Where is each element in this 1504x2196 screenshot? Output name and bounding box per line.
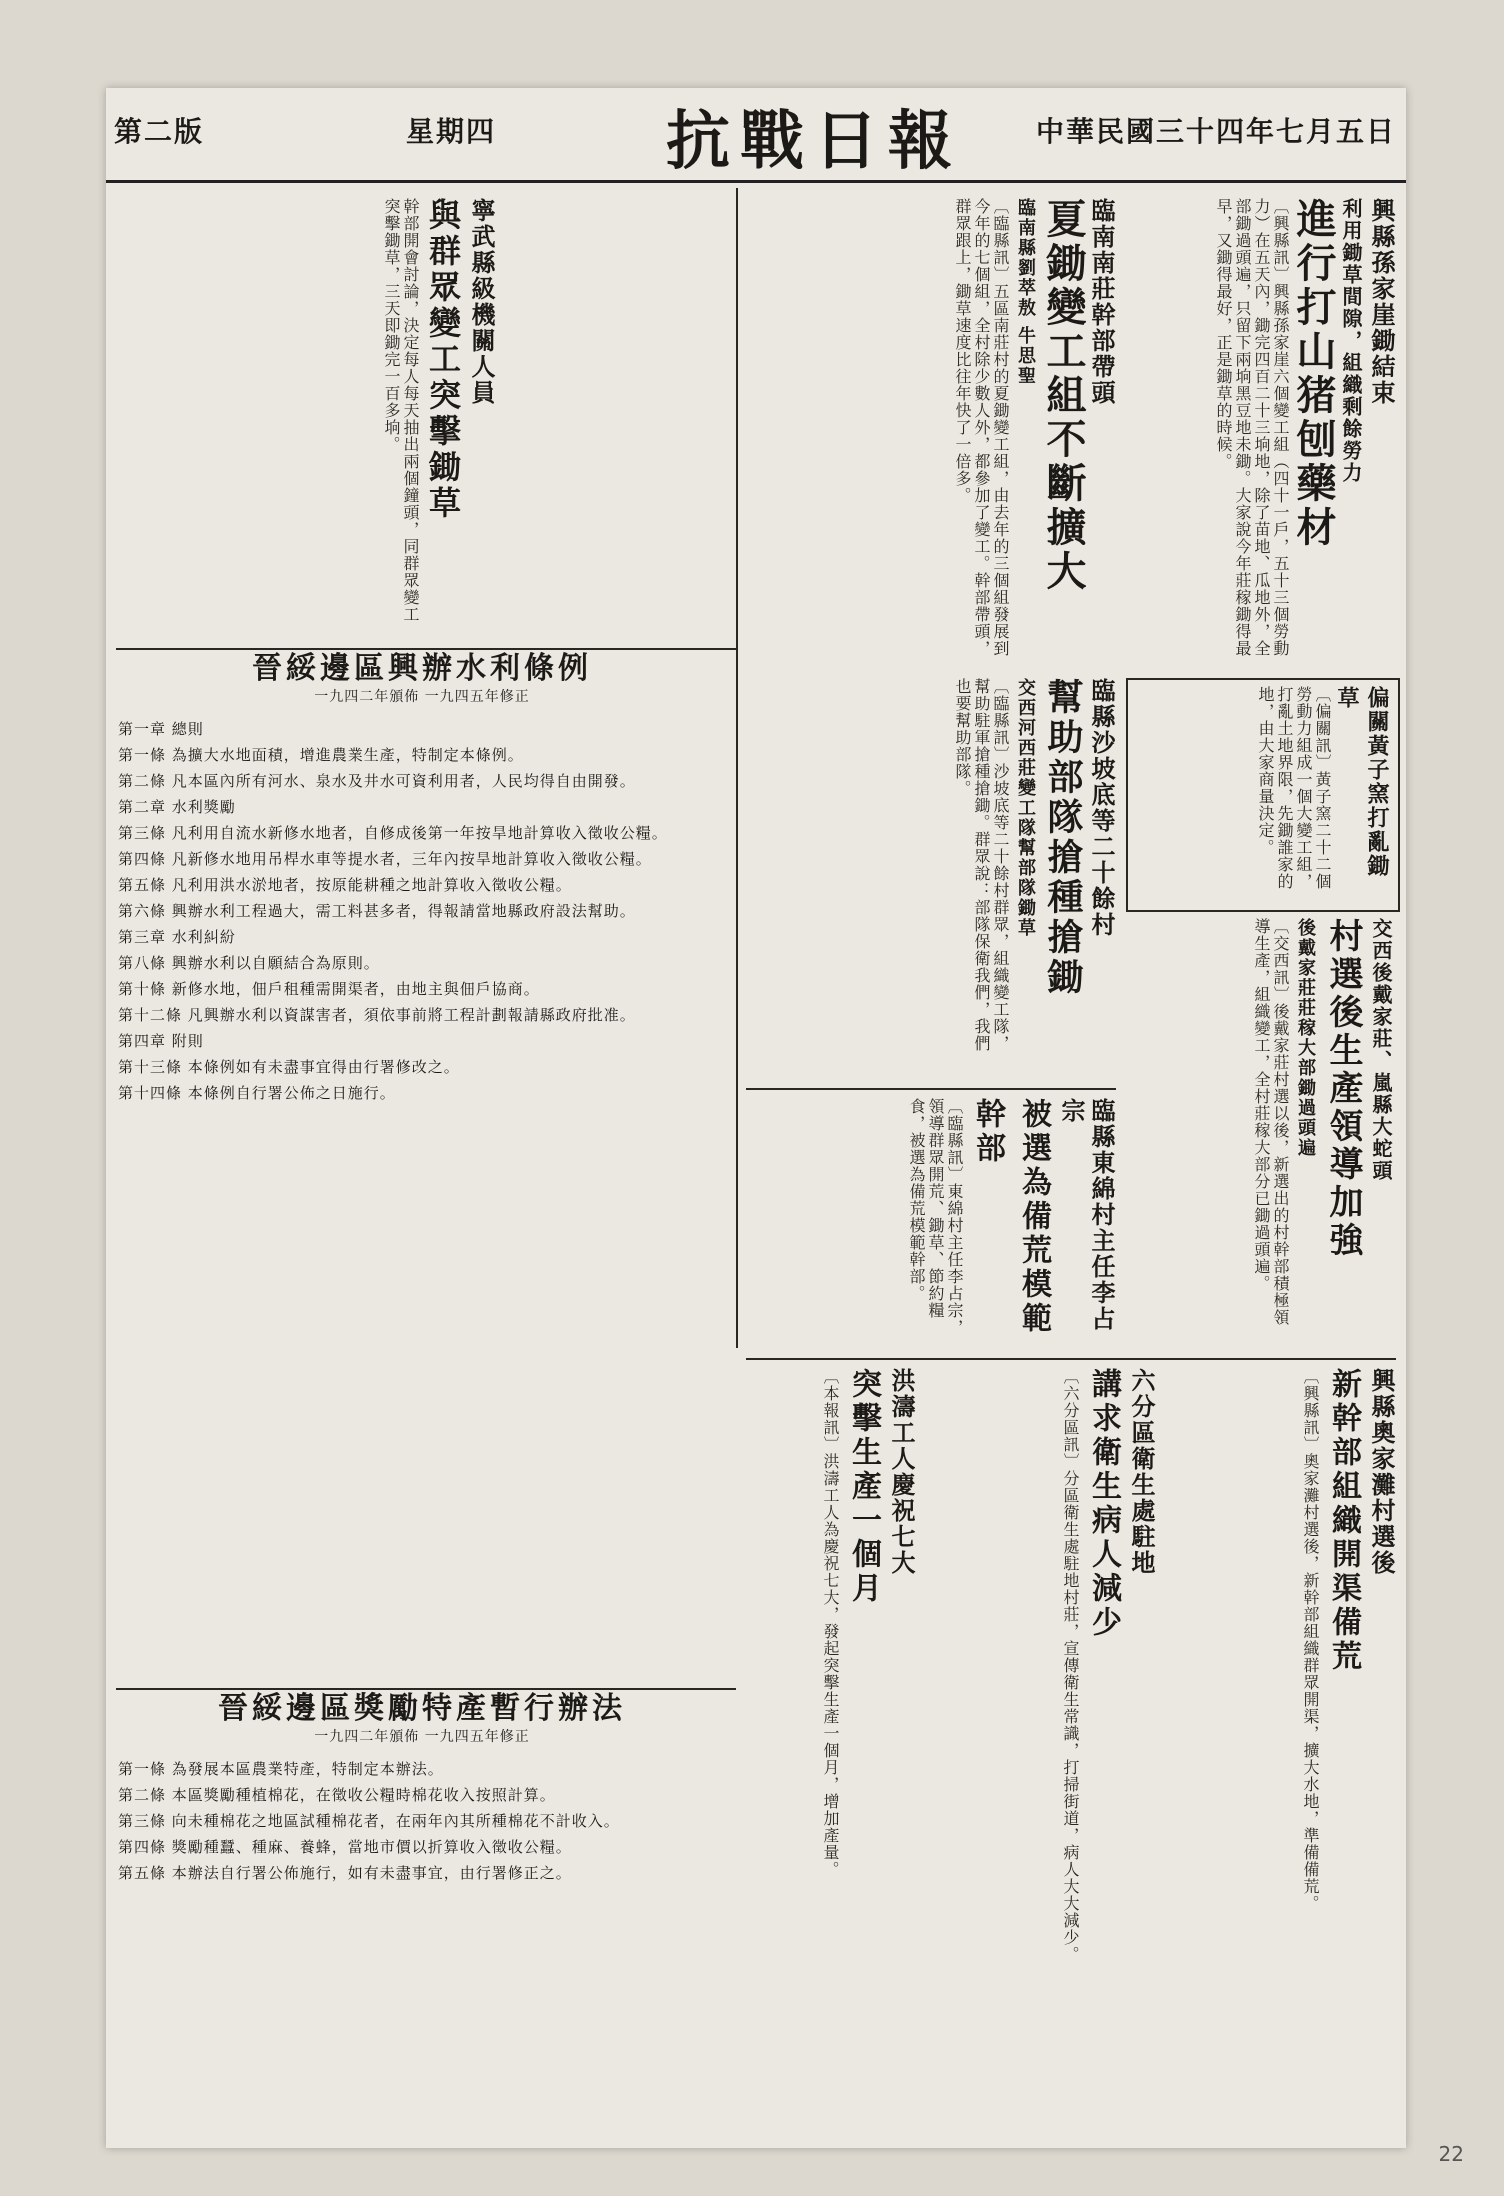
article-body: 〔臨縣訊〕五區南莊村的夏鋤變工組，由去年的三個組發展到今年的七個組，全村除少數人外，都參加了變工。幹部帶頭，群眾跟上，鋤草速度比往年快了一倍多。 xyxy=(953,198,1010,657)
article-headline: 偏關黃子窯打亂鋤草 xyxy=(1334,686,1390,878)
article-body: 〔臨縣訊〕東綿村主任李占宗，領導群眾開荒、鋤草、節約糧食，被選為備荒模範幹部。 xyxy=(907,1098,964,1336)
divider xyxy=(746,1358,1396,1360)
article-body: 〔興縣訊〕興縣孫家崖六個變工組（四十一戶，五十三個勞動力）在五天內，鋤完四百二十三垧地，除了苗地、瓜地外，全部鋤過頭遍，只留下兩垧黑豆地未鋤。大家說今年莊稼鋤得最早，又鋤得最好，正是鋤草的時候。 xyxy=(1214,198,1290,657)
regulation-paragraph: 第二條 本區獎勵種植棉花，在徵收公糧時棉花收入按照計算。 xyxy=(118,1786,556,1804)
article-subhead: 寧武縣級機關人員 xyxy=(467,198,496,406)
divider xyxy=(736,188,738,1348)
article-kicker: 交西河西莊變工隊幫部隊鋤草 xyxy=(1015,678,1036,938)
regulation-paragraph: 第八條 興辦水利以自願結合為原則。 xyxy=(118,954,380,972)
regulation-paragraph: 第十二條 凡興辦水利以資謀害者，須依事前將工程計劃報請縣政府批准。 xyxy=(118,1006,636,1024)
regulation-paragraph: 第一章 總則 xyxy=(118,720,204,738)
regulation-date: 一九四二年頒佈 一九四五年修正 xyxy=(314,689,530,705)
article-subhead: 臨縣東綿村主任李占宗 xyxy=(1057,1098,1116,1332)
regulation-date: 一九四二年頒佈 一九四五年修正 xyxy=(314,1729,530,1745)
article-headline: 講求衛生病人減少 xyxy=(1086,1368,1121,1640)
masthead xyxy=(106,88,1406,183)
divider xyxy=(116,1688,736,1690)
article-workers xyxy=(746,1368,916,2068)
regulation-paragraph: 第十三條 本條例如有未盡事宜得由行署修改之。 xyxy=(118,1058,460,1076)
regulation-paragraph: 第五條 凡利用洪水淤地者，按原能耕種之地計算收入徵收公糧。 xyxy=(118,876,572,894)
masthead-date: 中華民國三十四年七月五日 xyxy=(1035,115,1396,148)
article-top-left xyxy=(116,198,496,638)
regulation-paragraph: 第十四條 本條例自行署公佈之日施行。 xyxy=(118,1084,396,1102)
regulation-paragraph: 第四條 獎勵種蠶、種麻、養蜂，當地市價以折算收入徵收公糧。 xyxy=(118,1838,572,1856)
article-body: 幹部開會討論，決定每人每天抽出兩個鐘頭，同群眾變工突擊鋤草，三天即鋤完一百多垧。 xyxy=(382,198,420,623)
article-middle-center xyxy=(746,678,1116,1078)
scan-page-number: 22 xyxy=(1438,2142,1464,2166)
regulation-paragraph: 第一條 為擴大水地面積，增進農業生產，特制定本條例。 xyxy=(118,746,524,764)
article-body: 〔六分區訊〕分區衛生處駐地村莊，宣傳衛生常識，打掃街道，病人大大減少。 xyxy=(1061,1368,1080,1963)
article-headline: 與群眾變工突擊鋤草 xyxy=(424,198,462,522)
regulation-paragraph: 第五條 本辦法自行署公佈施行，如有未盡事宜，由行署修正之。 xyxy=(118,1864,572,1882)
regulation-paragraph: 第一條 為發展本區農業特產，特制定本辦法。 xyxy=(118,1760,444,1778)
regulation-paragraph: 第四條 凡新修水地用吊桿水車等提水者，三年內按旱地計算收入徵收公糧。 xyxy=(118,850,652,868)
regulation-water xyxy=(118,651,726,1758)
article-right-middle xyxy=(1126,918,1396,1338)
masthead-weekday: 星期四 xyxy=(406,115,497,148)
article-headline: 進行打山猪刨藥材 xyxy=(1290,198,1337,550)
article-headline: 被選為備荒模範幹部 xyxy=(970,1098,1051,1336)
regulation-paragraph: 第二條 凡本區內所有河水、泉水及井水可資利用者，人民均得自由開發。 xyxy=(118,772,636,790)
article-subhead: 六分區衛生處駐地 xyxy=(1127,1368,1156,1576)
article-body: 〔交西訊〕後戴家莊村選以後，新選出的村幹部積極領導生產，組織變工，全村莊稼大部分已鋤過頭遍。 xyxy=(1252,918,1290,1326)
article-top-middle xyxy=(746,198,1116,668)
article-irrigation xyxy=(1166,1368,1396,2068)
divider xyxy=(746,1088,1116,1090)
article-headline: 夏鋤變工組不斷擴大 xyxy=(1040,198,1087,594)
article-subhead: 洪濤工人慶祝七大 xyxy=(887,1368,916,1576)
article-kicker: 臨南縣劉萃敖 牛思聖 xyxy=(1015,198,1036,387)
article-subhead: 興縣奧家灘村選後 xyxy=(1367,1368,1396,1576)
regulation-title: 晉綏邊區興辦水利條例 xyxy=(252,651,592,686)
article-hygiene xyxy=(926,1368,1156,2068)
article-body: 〔興縣訊〕奧家灘村選後，新幹部組織群眾開渠，擴大水地，準備備荒。 xyxy=(1301,1368,1320,1912)
article-model-cadre xyxy=(746,1098,1116,1348)
masthead-page-number: 第二版 xyxy=(114,115,205,148)
article-headline: 村選後生產領導加強 xyxy=(1323,918,1363,1260)
regulation-specialty xyxy=(118,1691,726,2118)
regulation-paragraph: 第四章 附則 xyxy=(118,1032,204,1050)
article-body: 〔偏關訊〕黃子窯二十二個勞動力組成一個大變工組，打亂土地界限，先鋤誰家的地，由大家商量決定。 xyxy=(1256,686,1332,890)
boxed-article xyxy=(1126,678,1400,912)
article-top-right xyxy=(1126,198,1396,668)
article-kicker: 後戴家莊莊稼大部鋤過頭遍 xyxy=(1295,918,1316,1158)
masthead-title: 抗戰日報 xyxy=(666,104,962,179)
article-subhead: 興縣孫家崖鋤結束 xyxy=(1367,198,1396,406)
article-headline: 突擊生產一個月 xyxy=(846,1368,881,1606)
article-headline: 新幹部組織開渠備荒 xyxy=(1326,1368,1361,1674)
newspaper-sheet xyxy=(106,88,1406,2148)
regulation-paragraph: 第三章 水利糾紛 xyxy=(118,928,236,946)
article-kicker: 利用鋤草間隙，組織剩餘勞力 xyxy=(1339,198,1363,484)
regulation-paragraph: 第十條 新修水地，佃戶租種需開渠者，由地主與佃戶協商。 xyxy=(118,980,540,998)
regulation-paragraph: 第三條 向未種棉花之地區試種棉花者，在兩年內其所種棉花不計收入。 xyxy=(118,1812,620,1830)
divider xyxy=(116,648,736,650)
article-headline: 幫助部隊搶種搶鋤 xyxy=(1042,678,1084,998)
article-body: 〔臨縣訊〕沙坡底等二十餘村群眾，組織變工隊，幫助駐軍搶種搶鋤。群眾說：部隊保衛我們，我們也要幫助部隊。 xyxy=(953,678,1010,1052)
regulation-paragraph: 第二章 水利獎勵 xyxy=(118,798,236,816)
article-body: 〔本報訊〕洪濤工人為慶祝七大，發起突擊生產一個月，增加產量。 xyxy=(821,1368,840,1878)
regulation-paragraph: 第六條 興辦水利工程過大，需工料甚多者，得報請當地縣政府設法幫助。 xyxy=(118,902,636,920)
article-subhead: 交西後戴家莊、嵐縣大蛇頭 xyxy=(1369,918,1393,1182)
article-subhead: 臨南南莊幹部帶頭 xyxy=(1087,198,1116,406)
regulation-title: 晉綏邊區獎勵特產暫行辦法 xyxy=(218,1691,626,1726)
article-subhead: 臨縣沙坡底等二十餘村 xyxy=(1087,678,1116,938)
regulation-paragraph: 第三條 凡利用自流水新修水地者，自修成後第一年按旱地計算收入徵收公糧。 xyxy=(118,824,668,842)
